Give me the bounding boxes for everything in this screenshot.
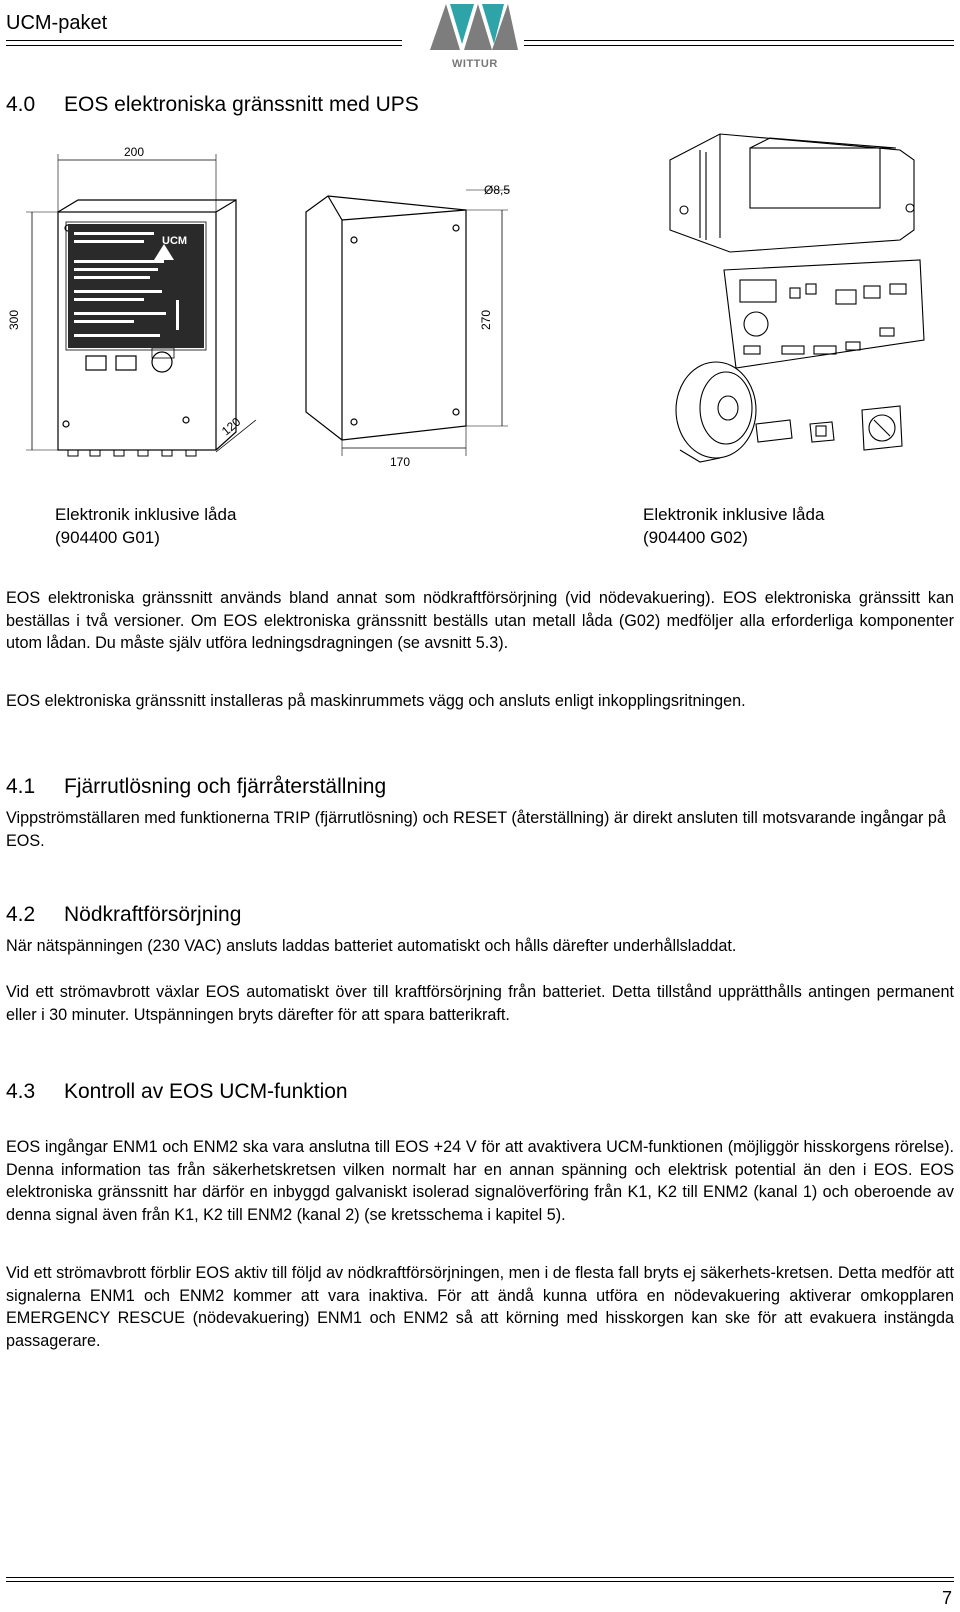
footer-rule (6, 1577, 954, 1578)
dim-height-300: 300 (7, 309, 21, 330)
dim-depth-120: 120 (218, 414, 244, 439)
section-heading-4-0 (6, 93, 419, 117)
section-4-1-paragraph: Vippströmställaren med funktionerna TRIP (fjärrutlösning) och RESET (återställning) är direkt ansluten till motsvarande ingångar på EOS. (6, 809, 946, 850)
document-title: UCM-paket (6, 12, 108, 34)
caption-right-line1: Elektronik inklusive låda (643, 505, 825, 524)
logo-wordmark: WITTUR (452, 58, 498, 70)
section-number: 4.3 (6, 1080, 36, 1103)
section-number: 4.2 (6, 903, 36, 926)
section-title: EOS elektroniska gränssnitt med UPS (64, 93, 419, 116)
intro-paragraph-2: EOS elektroniska gränssnitt installeras på maskinrummets vägg och ansluts enligt inkopplingsritningen. (6, 692, 746, 710)
intro-paragraph-1: EOS elektroniska gränssnitt används bland annat som nödkraftförsörjning (vid nödevakuering). EOS elektroniska gränssitt kan beställas i två versioner. Om EOS elektroniska gränssnitt beställs utan metall låda (G02) medföljer alla erforderliga komponenter utom lådan. Du måste själv utföra ledningsdragningen (se avsnitt 5.3). (6, 589, 954, 652)
dim-height-270: 270 (479, 309, 493, 330)
header-rule-right (524, 40, 954, 41)
header-rule-right-thin (524, 45, 954, 46)
component-set-drawing (660, 120, 956, 466)
caption-left-line1: Elektronik inklusive låda (55, 505, 237, 524)
caption-right (643, 503, 824, 549)
caption-left (55, 503, 236, 549)
footer-rule-thin (6, 1581, 954, 1582)
section-4-3-paragraph-1: EOS ingångar ENM1 och ENM2 ska vara anslutna till EOS +24 V för att avaktivera UCM-funktionen (möjliggör hisskorgens rörelse). Denna information tas från säkerhetskretsen vilken normalt har en annan spänning och elektrisk potential än den i EOS. EOS elektroniska gränssnitt har därför en inbyggd galvaniskt isolerad signalöverföring från K1, K2 till ENM2 (kanal 1) och oberoende av denna signal även från K1, K2 till ENM2 (kanal 2) (se kretsschema i kapitel 5). (6, 1138, 954, 1224)
dim-width-200: 200 (124, 145, 145, 159)
section-4-2-paragraph-1: När nätspänningen (230 VAC) ansluts laddas batteriet automatiskt och hålls därefter underhållsladdat. (6, 937, 737, 955)
section-4-3-paragraph-2: Vid ett strömavbrott förblir EOS aktiv till följd av nödkraftförsörjningen, men i de flesta fall bryts ej säkerhets-kretsen. Detta medför att signalerna ENM1 och ENM2 kommer att vara inaktiva. För att ändå kunna utföra en nödevakuering aktiverar omkopplaren EMERGENCY RESCUE (nödevakuering) ENM1 och ENM2 så att körning med hisskorgen kan ske för att evakuera instängda passagerare. (6, 1264, 954, 1350)
caption-left-line2: (904400 G01) (55, 528, 160, 547)
section-number: 4.1 (6, 775, 36, 798)
caption-right-line2: (904400 G02) (643, 528, 748, 547)
enclosure-dimension-drawing (4, 140, 524, 480)
page-number: 7 (941, 1588, 952, 1608)
panel-brand: UCM (162, 235, 188, 247)
section-number: 4.0 (6, 93, 36, 116)
section-heading-4-2 (6, 903, 241, 927)
section-heading-4-1 (6, 775, 386, 799)
header-rule-left-thin (6, 45, 402, 46)
section-title: Kontroll av EOS UCM-funktion (64, 1080, 348, 1103)
header-rule-left (6, 40, 402, 41)
section-title: Fjärrutlösning och fjärråterställning (64, 775, 387, 798)
section-title: Nödkraftförsörjning (64, 903, 242, 926)
dim-hole: Ø8,5 (484, 183, 511, 197)
section-heading-4-3 (6, 1080, 348, 1104)
section-4-2-paragraph-2: Vid ett strömavbrott växlar EOS automatiskt över till kraftförsörjning från batteriet. Detta tillstånd upprätthålls antingen permanent eller i 30 minuter. Utspänningen bryts därefter för att spara batterikraft. (6, 983, 954, 1024)
dim-width-170: 170 (390, 455, 411, 469)
